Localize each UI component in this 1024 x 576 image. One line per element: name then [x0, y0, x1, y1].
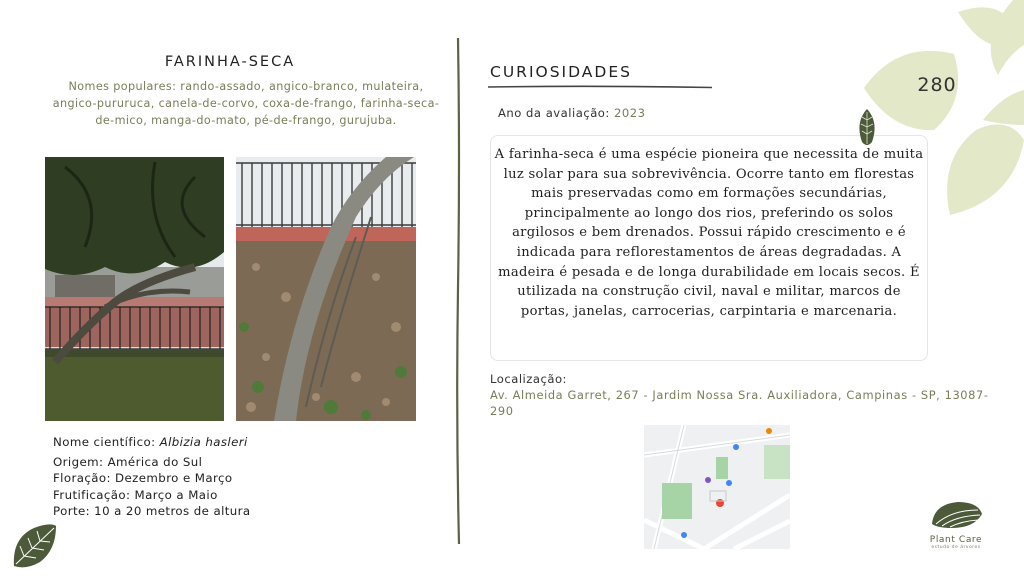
logo-tagline: estudo de árvores — [931, 545, 981, 550]
leaf-icon — [856, 108, 878, 148]
scientific-name-value: Albizia hasleri — [159, 435, 248, 449]
evaluation-year-label: Ano da avaliação: — [498, 106, 614, 120]
tree-photo-full — [45, 157, 224, 421]
flowering: Floração: Dezembro e Março — [53, 471, 233, 486]
location-map[interactable] — [644, 425, 790, 549]
heading-underline — [488, 85, 712, 89]
leaf-corner-icon — [10, 520, 60, 570]
evaluation-year — [498, 106, 646, 120]
tree-size: Porte: 10 a 20 metros de altura — [53, 504, 251, 519]
column-divider — [455, 38, 462, 544]
logo-name: Plant Care — [929, 535, 983, 545]
location-address: Av. Almeida Garret, 267 - Jardim Nossa Sra. Auxiliadora, Campinas - SP, 13087-290 — [490, 388, 989, 418]
fruiting: Frutificação: Março a Maio — [53, 487, 218, 502]
description-text: A farinha-seca é uma espécie pioneira que necessita de muita luz solar para sua sobrevivência. Ocorre tanto em florestas mais preservadas como em formações secundárias, principalmente ao longo dos rios, preferindo os solos argilosos e bem drenados. Possui rápido crescimento e é indicada para reflorestamentos de áreas degradadas. A madeira é pesada e de longa durabilidade em locais secos. É utilizada na construção civil, naval e militar, marcos de portas, janelas, carrocerias, carpintaria e marcenaria. — [494, 147, 924, 319]
plant-care-logo — [918, 500, 994, 556]
species-title: FARINHA-SECA — [164, 54, 296, 70]
location-label: Localização: — [490, 372, 567, 386]
popular-names: Nomes populares: rando-assado, angico-branco, mulateira, angico-pururuca, canela-de-corvo, coxa-de-frango, farinha-seca-de-mico, manga-do-mato, pé-de-frango, gurujuba. — [52, 80, 440, 127]
evaluation-year-value: 2023 — [614, 106, 646, 120]
decorative-leaves — [858, 0, 1024, 230]
scientific-name-label: Nome científico: — [53, 435, 160, 449]
catalog-number: 280 — [917, 74, 957, 96]
species-facts — [53, 434, 251, 520]
tree-trunk-photo — [236, 157, 416, 421]
logo-leaf-icon — [928, 500, 984, 530]
scientific-name — [53, 434, 251, 451]
origin: Origem: América do Sul — [53, 454, 203, 469]
curiosities-heading: CURIOSIDADES — [490, 63, 632, 81]
